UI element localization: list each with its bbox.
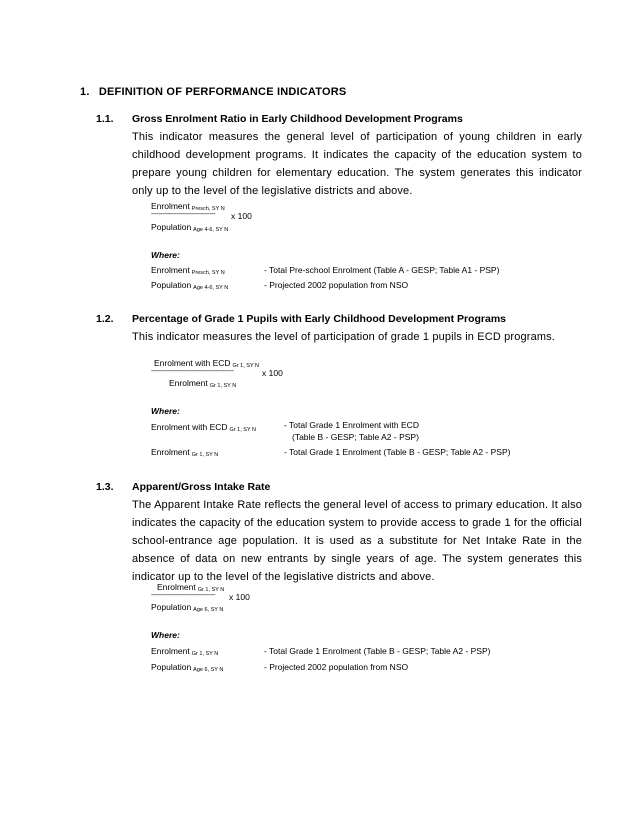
definition-description: - Total Grade 1 Enrolment (Table B - GESP; Table A2 - PSP) [264,646,491,656]
formula-numerator: Enrolment with ECD Gr 1, SY N [154,358,260,369]
fraction-line: ----------------------------------- [151,592,216,599]
where-label: Where: [151,406,180,416]
definition-term: Population Age 4-6, SY N [151,280,229,291]
subsection-1-1-title: Gross Enrolment Ratio in Early Childhood Development Programs [132,113,463,125]
fraction-line: ----------------------------------- [151,211,216,218]
definition-description: - Projected 2002 population from NSO [264,280,409,290]
formula-denominator: Enrolment Gr 1, SY N [169,378,237,389]
subsection-1-2-number: 1.2. [96,313,114,325]
where-label: Where: [151,630,180,640]
definition-term: Enrolment Presch, SY N [151,265,225,276]
formula-numerator: Enrolment Gr 1, SY N [157,582,225,593]
definition-term: Enrolment Gr 1, SY N [151,646,219,657]
section-number: 1. [80,86,90,98]
subsection-1-3-title: Apparent/Gross Intake Rate [132,481,271,493]
formula-numerator: Enrolment Presch, SY N [151,201,225,212]
formula-denominator: Population Age 4-6, SY N [151,222,229,233]
definition-description: - Projected 2002 population from NSO [264,662,409,672]
definition-description-cont: (Table B - GESP; Table A2 - PSP) [292,432,419,442]
formula-multiplier: x 100 [229,592,250,602]
section-title: DEFINITION OF PERFORMANCE INDICATORS [98,86,347,98]
subsection-1-2-paragraph: This indicator measures the level of participation of grade 1 pupils in ECD programs. [132,331,556,343]
subsection-1-2-title: Percentage of Grade 1 Pupils with Early Childhood Development Programs [132,313,507,325]
subsection-1-1-paragraph: This indicator measures the general level of participation of young children in early childhood development programs. It indicates the capacity of the education system to prepare young children for elementary education. The system generates this indicator only up to the level of the legislative districts and above. [132,131,582,197]
where-label: Where: [151,250,180,260]
definition-description: - Total Pre-school Enrolment (Table A - GESP; Table A1 - PSP) [264,265,500,275]
definition-description: - Total Grade 1 Enrolment with ECD [284,420,419,430]
definition-term: Enrolment with ECD Gr 1, SY N [151,422,257,433]
formula-multiplier: x 100 [262,368,283,378]
subsection-1-3-paragraph: The Apparent Intake Rate reflects the general level of access to primary education. It also indicates the capacity of the education system to provide access to grade 1 for the official school-entrance age population. It is used as a substitute for Net Intake Rate in the absence of data on new entrants by single years of age. The system generates this indicator up to the level of the legislative districts and above. [132,499,582,583]
formula-multiplier: x 100 [231,211,252,221]
definition-description: - Total Grade 1 Enrolment (Table B - GESP; Table A2 - PSP) [284,447,511,457]
subsection-1-3-number: 1.3. [96,481,114,493]
fraction-line: --------------------------------------------- [151,368,234,375]
definition-term: Population Age 6, SY N [151,662,224,673]
section-heading [80,86,346,98]
subsection-1-1-number: 1.1. [96,113,114,125]
formula-denominator: Population Age 6, SY N [151,602,224,613]
definition-term: Enrolment Gr 1, SY N [151,447,219,458]
